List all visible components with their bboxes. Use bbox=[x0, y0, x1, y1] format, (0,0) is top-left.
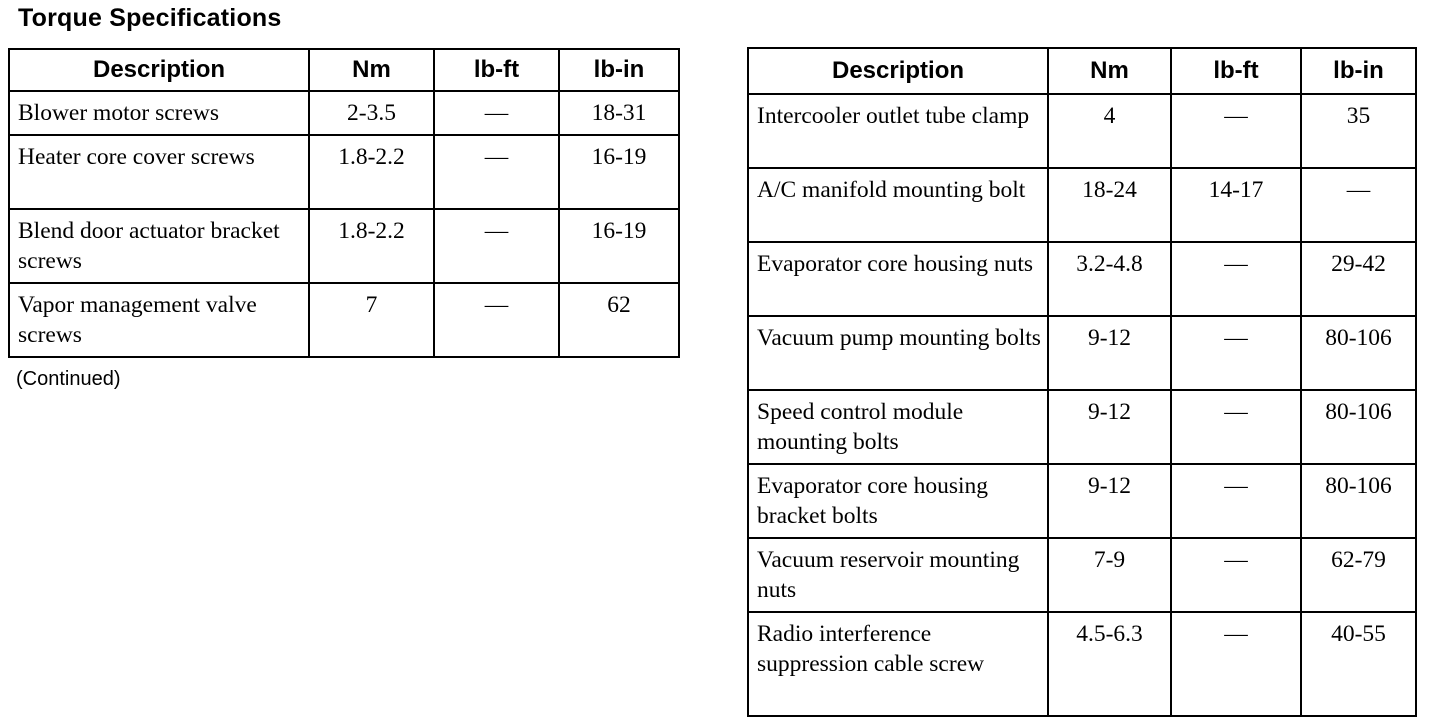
cell-nm: 1.8-2.2 bbox=[309, 209, 434, 283]
cell-lb-in: 80-106 bbox=[1301, 316, 1416, 390]
column-header-description: Description bbox=[9, 49, 309, 91]
cell-nm: 3.2-4.8 bbox=[1048, 242, 1171, 316]
cell-nm: 9-12 bbox=[1048, 390, 1171, 464]
table-row bbox=[748, 168, 1416, 242]
table-header-row bbox=[9, 49, 679, 91]
column-header-lb-ft: lb-ft bbox=[1171, 48, 1301, 94]
cell-lb-ft: 14-17 bbox=[1171, 168, 1301, 242]
cell-lb-ft: — bbox=[434, 135, 559, 209]
cell-nm: 9-12 bbox=[1048, 316, 1171, 390]
cell-nm: 1.8-2.2 bbox=[309, 135, 434, 209]
cell-nm: 4.5-6.3 bbox=[1048, 612, 1171, 716]
cell-lb-ft: — bbox=[434, 283, 559, 357]
cell-description: Speed control module mounting bolts bbox=[748, 390, 1048, 464]
cell-lb-in: 40-55 bbox=[1301, 612, 1416, 716]
cell-lb-ft: — bbox=[434, 91, 559, 135]
cell-nm: 2-3.5 bbox=[309, 91, 434, 135]
cell-lb-ft: — bbox=[1171, 242, 1301, 316]
cell-nm: 18-24 bbox=[1048, 168, 1171, 242]
cell-description: Evaporator core housing bracket bolts bbox=[748, 464, 1048, 538]
cell-lb-ft: — bbox=[1171, 390, 1301, 464]
cell-lb-ft: — bbox=[434, 209, 559, 283]
cell-lb-ft: — bbox=[1171, 316, 1301, 390]
cell-description: Blower motor screws bbox=[9, 91, 309, 135]
cell-nm: 9-12 bbox=[1048, 464, 1171, 538]
cell-lb-in: 35 bbox=[1301, 94, 1416, 168]
continued-note: (Continued) bbox=[16, 368, 121, 390]
cell-lb-in: 16-19 bbox=[559, 209, 679, 283]
table-row bbox=[748, 242, 1416, 316]
cell-lb-ft: — bbox=[1171, 94, 1301, 168]
cell-lb-in: 29-42 bbox=[1301, 242, 1416, 316]
cell-lb-ft: — bbox=[1171, 464, 1301, 538]
table-row bbox=[748, 94, 1416, 168]
cell-description: Blend door actuator bracket screws bbox=[9, 209, 309, 283]
cell-description: Vapor management valve screws bbox=[9, 283, 309, 357]
table-row bbox=[748, 316, 1416, 390]
table-row bbox=[9, 209, 679, 283]
table-row bbox=[748, 612, 1416, 716]
column-header-nm: Nm bbox=[309, 49, 434, 91]
column-header-nm: Nm bbox=[1048, 48, 1171, 94]
cell-description: Vacuum pump mounting bolts bbox=[748, 316, 1048, 390]
column-header-lb-ft: lb-ft bbox=[434, 49, 559, 91]
column-header-lb-in: lb-in bbox=[559, 49, 679, 91]
column-header-description: Description bbox=[748, 48, 1048, 94]
table-row bbox=[748, 538, 1416, 612]
cell-lb-in: 80-106 bbox=[1301, 464, 1416, 538]
cell-lb-in: 80-106 bbox=[1301, 390, 1416, 464]
cell-description: Intercooler outlet tube clamp bbox=[748, 94, 1048, 168]
page-title: Torque Specifications bbox=[18, 4, 282, 32]
cell-lb-in: 62 bbox=[559, 283, 679, 357]
cell-lb-ft: — bbox=[1171, 538, 1301, 612]
table-row bbox=[748, 390, 1416, 464]
table-row bbox=[748, 464, 1416, 538]
cell-nm: 4 bbox=[1048, 94, 1171, 168]
table-header-row bbox=[748, 48, 1416, 94]
cell-nm: 7 bbox=[309, 283, 434, 357]
torque-table-right bbox=[747, 47, 1417, 717]
table-row bbox=[9, 283, 679, 357]
cell-description: Evaporator core housing nuts bbox=[748, 242, 1048, 316]
cell-lb-in: 16-19 bbox=[559, 135, 679, 209]
cell-description: A/C manifold mounting bolt bbox=[748, 168, 1048, 242]
table-row bbox=[9, 135, 679, 209]
cell-lb-in: — bbox=[1301, 168, 1416, 242]
table-row bbox=[9, 91, 679, 135]
cell-lb-in: 62-79 bbox=[1301, 538, 1416, 612]
torque-table-left bbox=[8, 48, 680, 358]
cell-lb-ft: — bbox=[1171, 612, 1301, 716]
cell-lb-in: 18-31 bbox=[559, 91, 679, 135]
cell-description: Radio interference suppression cable screw bbox=[748, 612, 1048, 716]
column-header-lb-in: lb-in bbox=[1301, 48, 1416, 94]
cell-nm: 7-9 bbox=[1048, 538, 1171, 612]
cell-description: Vacuum reservoir mounting nuts bbox=[748, 538, 1048, 612]
cell-description: Heater core cover screws bbox=[9, 135, 309, 209]
